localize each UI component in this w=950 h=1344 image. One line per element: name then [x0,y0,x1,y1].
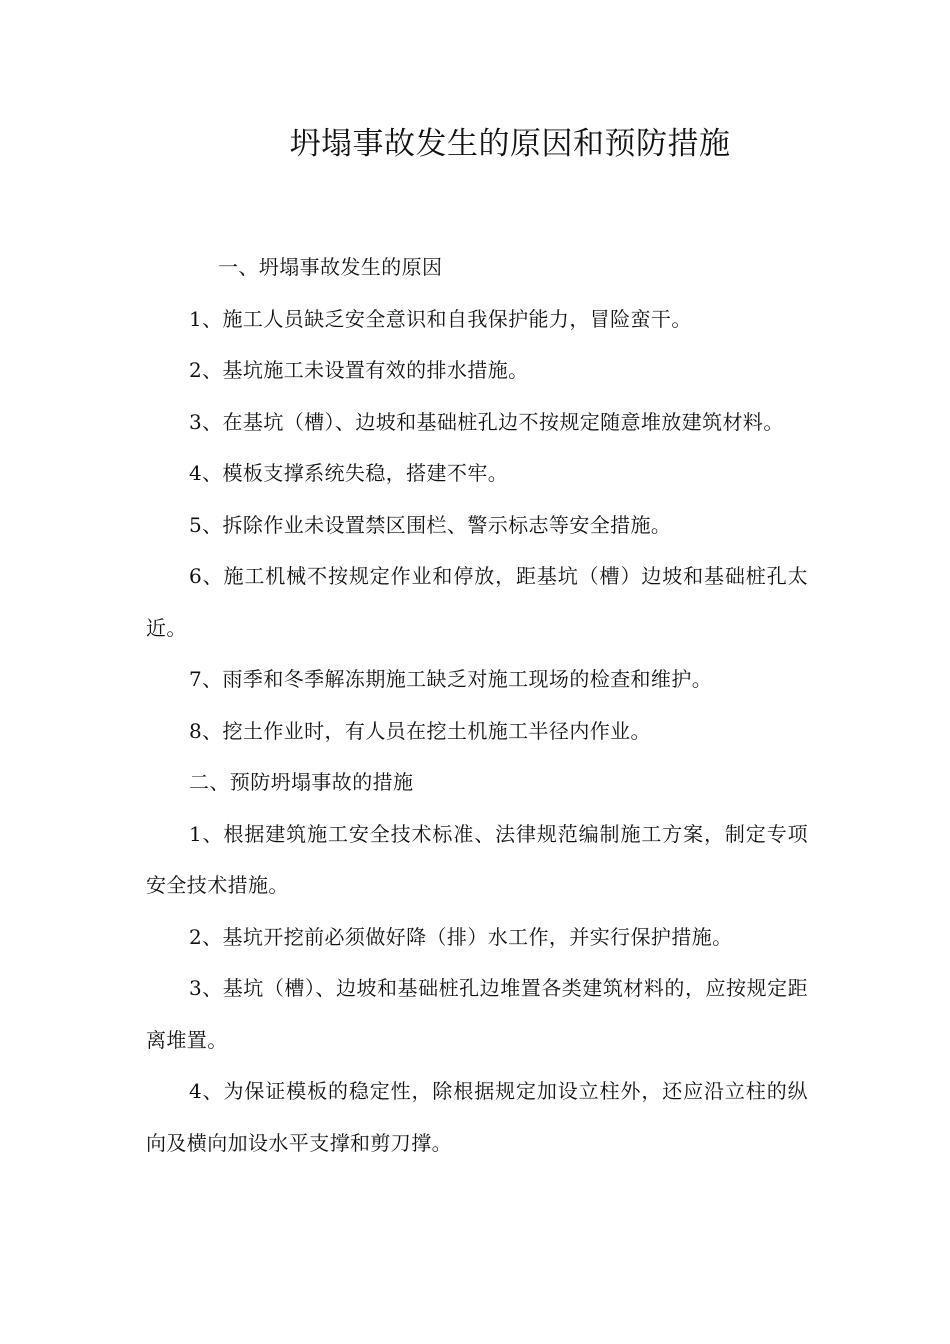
cause-item-4: 4、模板支撑系统失稳，搭建不牢。 [189,461,509,485]
section-heading-prevention: 二、预防坍塌事故的措施 [189,770,414,794]
section-heading-causes: 一、坍塌事故发生的原因 [218,255,443,279]
document-body [146,242,808,1169]
document-title: 坍塌事故发生的原因和预防措施 [289,126,731,162]
cause-item-2: 2、基坑施工未设置有效的排水措施。 [189,358,529,382]
cause-item-8: 8、挖土作业时，有人员在挖土机施工半径内作业。 [189,718,651,743]
prevention-item-2: 2、基坑开挖前必须做好降（排）水工作，并实行保护措施。 [189,924,733,949]
cause-item-3: 3、在基坑（槽）、边坡和基础桩孔边不按规定随意堆放建筑材料。 [189,409,784,434]
cause-item-7: 7、雨季和冬季解冻期施工缺乏对施工现场的检查和维护。 [189,667,713,691]
cause-item-6: 6、施工机械不按规定作业和停放，距基坑（槽）边坡和基础桩孔太近。 [146,564,808,640]
cause-item-5: 5、拆除作业未设置禁区围栏、警示标志等安全措施。 [189,512,672,537]
prevention-item-4: 4、为保证模板的稳定性，除根据规定加设立柱外，还应沿立柱的纵向及横向加设水平支撑和剪刀撑。 [146,1079,808,1155]
prevention-item-3: 3、基坑（槽）、边坡和基础桩孔边堆置各类建筑材料的，应按规定距离堆置。 [146,976,808,1052]
prevention-item-1: 1、根据建筑施工安全技术标准、法律规范编制施工方案，制定专项安全技术措施。 [146,821,808,897]
cause-item-1: 1、施工人员缺乏安全意识和自我保护能力，冒险蛮干。 [189,306,692,331]
